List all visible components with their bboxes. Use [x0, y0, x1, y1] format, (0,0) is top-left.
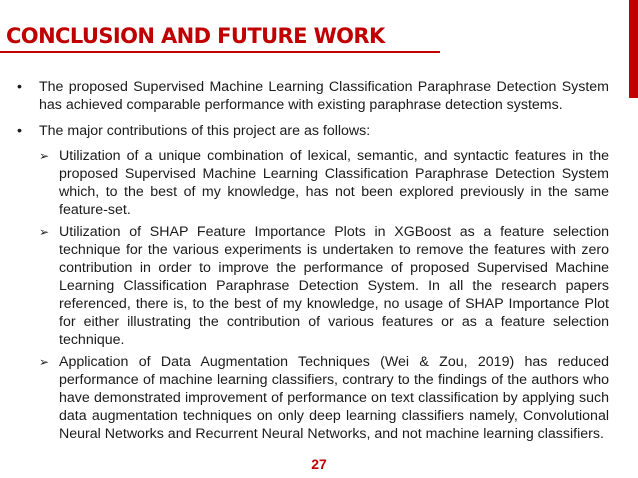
bullet-dot-icon: • [17, 123, 22, 139]
slide-content [17, 78, 609, 447]
sub-bullet-item [39, 353, 609, 443]
slide-title: CONCLUSION AND FUTURE WORK [6, 24, 385, 48]
title-underline [0, 51, 440, 53]
sub-bullet-item [39, 223, 609, 349]
arrow-bullet-icon: ➢ [39, 149, 50, 163]
arrow-bullet-icon: ➢ [39, 355, 50, 369]
sub-bullet-text: Utilization of SHAP Feature Importance Plots in XGBoost as a feature selection technique for the various experiments is undertaken to remove the features with zero contribution in order to improve the performance of proposed Supervised Machine Learning Classification Paraphrase Detection System. In all the research papers referenced, there is, to the best of my knowledge, no usage of SHAP Importance Plot for either illustrating the contribution of various features or as a feature selection technique. [59, 224, 609, 348]
sub-bullet-list [39, 147, 609, 443]
sub-bullet-item [39, 147, 609, 219]
sub-bullet-text: Utilization of a unique combination of lexical, semantic, and syntactic features in the proposed Supervised Machine Learning Classification Paraphrase Detection System which, to the best of my knowledge, has not been explored previously in the same feature-set. [59, 148, 609, 218]
bullet-item [17, 122, 609, 140]
page-number: 27 [311, 456, 327, 472]
sub-bullet-text: Application of Data Augmentation Techniques (Wei & Zou, 2019) has reduced performance of machine learning classifiers, contrary to the findings of the authors who have demonstrated improvement of performance on text classification by applying such data augmentation techniques on only deep learning classifiers namely, Convolutional Neural Networks and Recurrent Neural Networks, and not machine learning classifiers. [59, 354, 609, 442]
bullet-text: The major contributions of this project are as follows: [39, 123, 371, 139]
arrow-bullet-icon: ➢ [39, 225, 50, 239]
bullet-dot-icon: • [17, 79, 22, 95]
bullet-text: The proposed Supervised Machine Learning Classification Paraphrase Detection System has achieved comparable performance with existing paraphrase detection systems. [39, 79, 609, 113]
bullet-item [17, 78, 609, 114]
accent-bar [629, 0, 638, 98]
